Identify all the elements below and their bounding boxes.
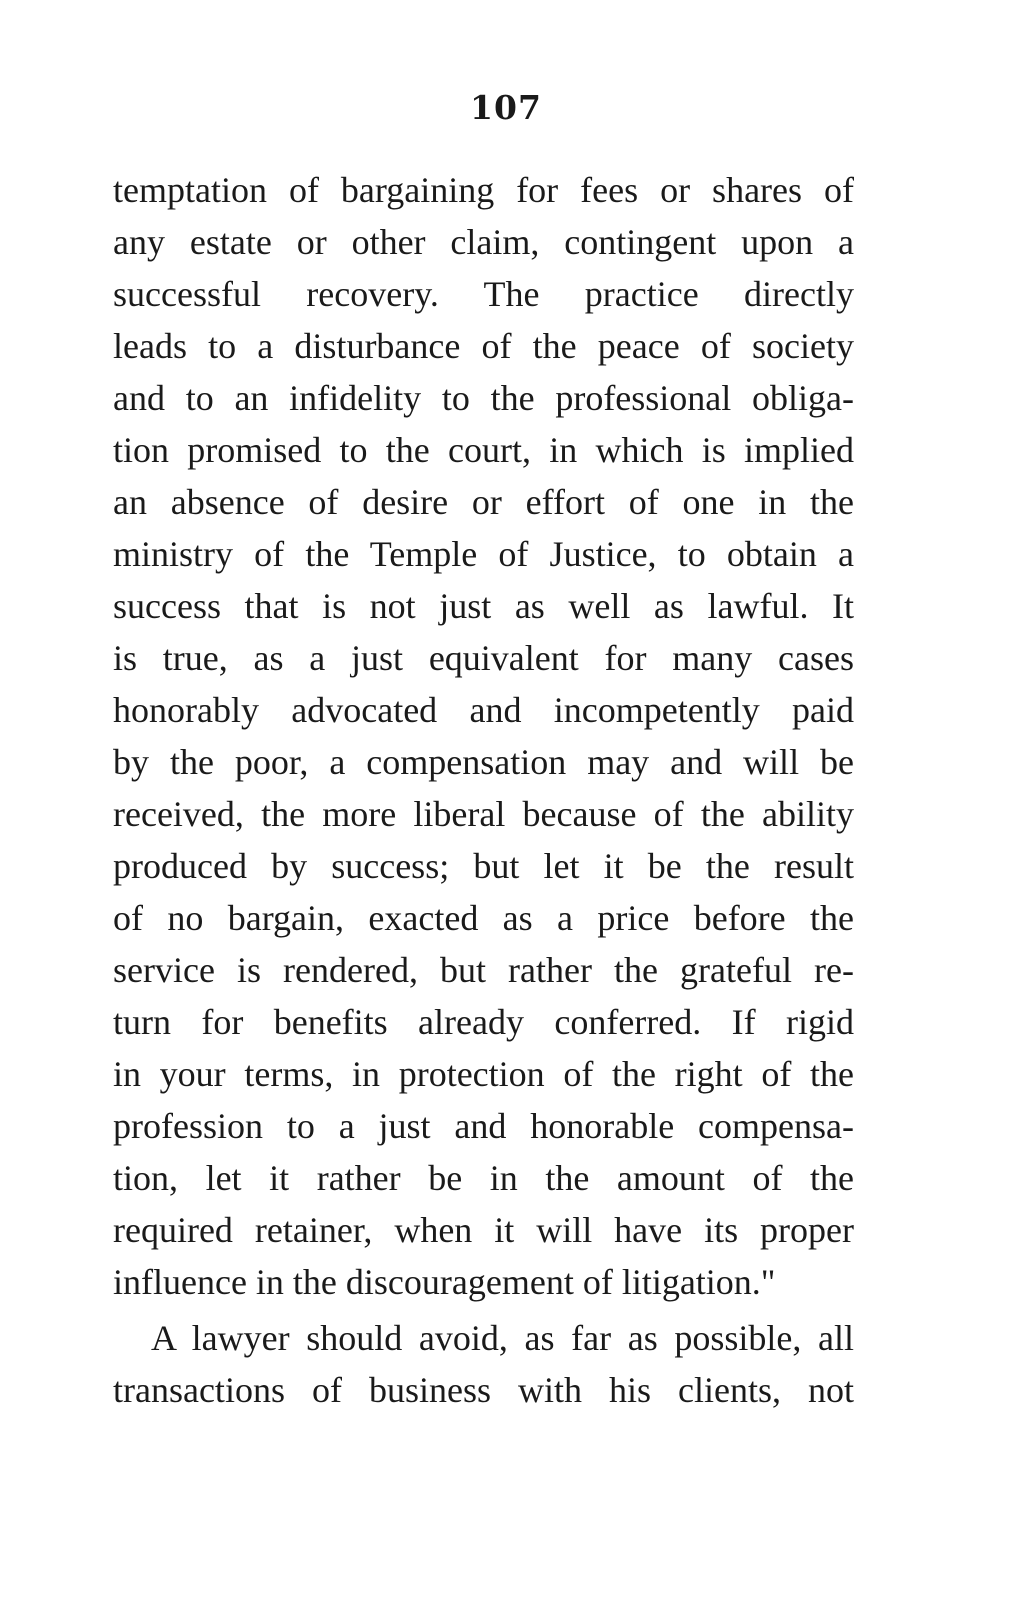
text-line: is true, as a just equivalent for many cases — [113, 638, 854, 678]
text-line: profession to a just and honorable compensa- — [113, 1106, 854, 1146]
text-line: transactions of business with his clients, not — [113, 1370, 854, 1410]
text-line: turn for benefits already conferred. If rigid — [113, 1002, 854, 1042]
text-line: of no bargain, exacted as a price before the — [113, 898, 854, 938]
text-line: service is rendered, but rather the grateful re- — [113, 950, 854, 990]
page-number: 107 — [470, 88, 542, 127]
text-line: by the poor, a compensation may and will be — [113, 742, 854, 782]
body-text — [113, 164, 854, 1416]
text-line: any estate or other claim, contingent upon a — [113, 222, 854, 262]
text-line: tion promised to the court, in which is implied — [113, 430, 854, 470]
text-line: required retainer, when it will have its proper — [113, 1210, 854, 1250]
text-line: temptation of bargaining for fees or shares of — [113, 170, 854, 210]
text-line: successful recovery. The practice directly — [113, 274, 854, 314]
text-line: in your terms, in protection of the right of the — [113, 1054, 854, 1094]
text-line: A lawyer should avoid, as far as possible, all — [151, 1318, 854, 1358]
text-line: influence in the discouragement of litigation." — [113, 1262, 776, 1302]
text-line: produced by success; but let it be the result — [113, 846, 854, 886]
text-line: honorably advocated and incompetently paid — [113, 690, 854, 730]
text-line: received, the more liberal because of the ability — [113, 794, 854, 834]
text-line: an absence of desire or effort of one in the — [113, 482, 854, 522]
text-line: tion, let it rather be in the amount of the — [113, 1158, 854, 1198]
text-line: ministry of the Temple of Justice, to obtain a — [113, 534, 854, 574]
text-line: success that is not just as well as lawful. It — [113, 586, 854, 626]
text-line: and to an infidelity to the professional obliga- — [113, 378, 854, 418]
text-line: leads to a disturbance of the peace of society — [113, 326, 854, 366]
